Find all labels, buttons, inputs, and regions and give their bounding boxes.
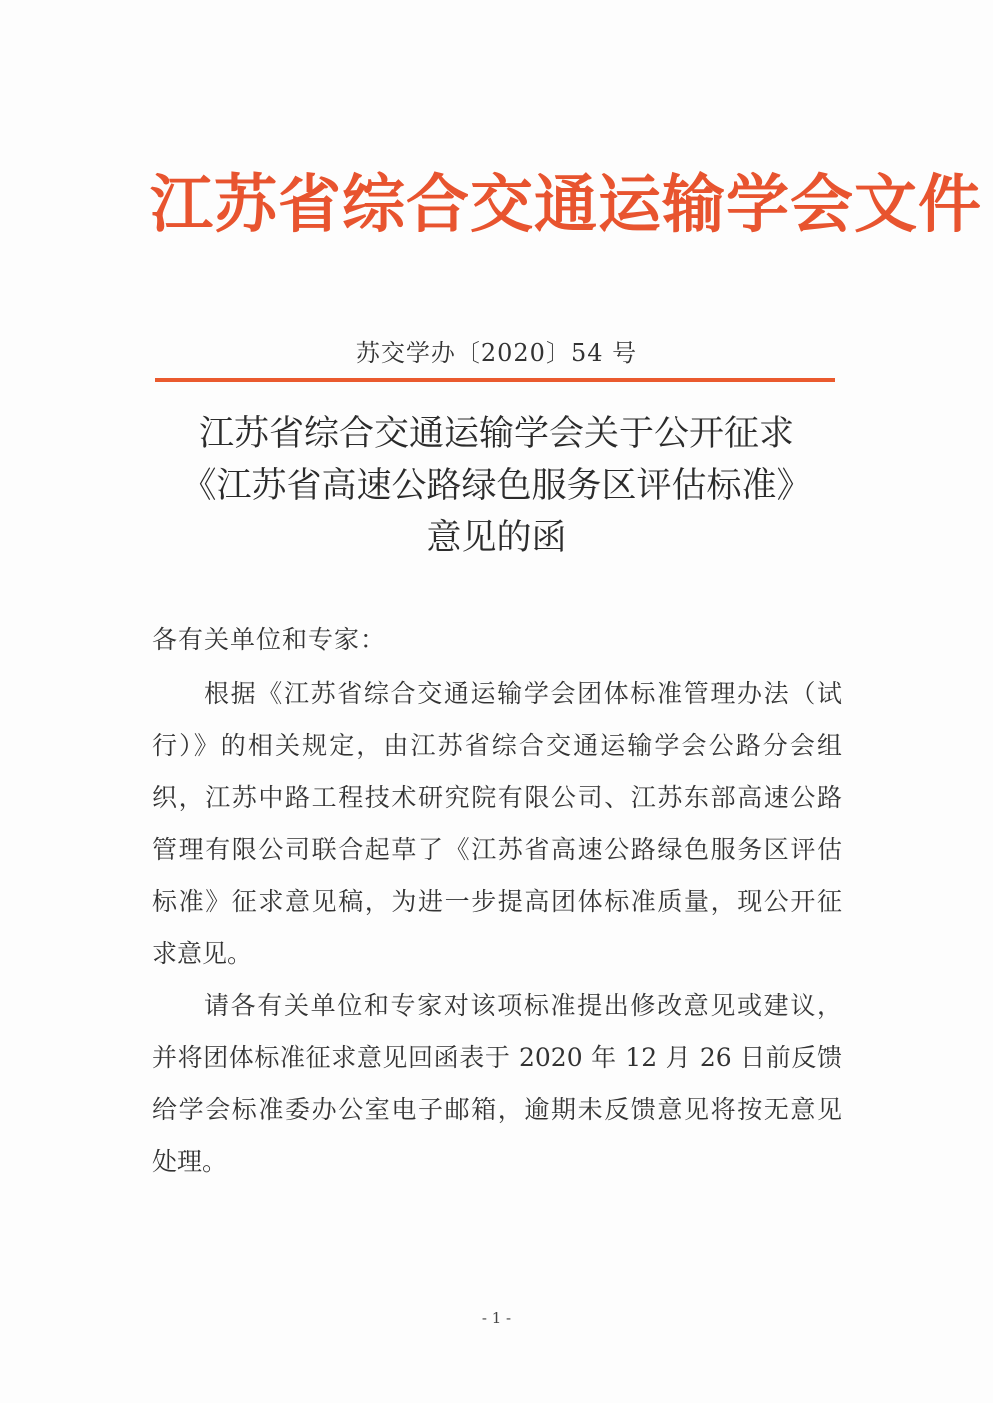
paragraph-1-line: 根据《江苏省综合交通运输学会团体标准管理办法（试 xyxy=(204,679,842,708)
document-title xyxy=(150,408,843,564)
paragraph-2-line: 给学会标准委办公室电子邮箱，逾期未反馈意见将按无意见 xyxy=(152,1095,842,1124)
paragraph-1-line: 织，江苏中路工程技术研究院有限公司、江苏东部高速公路 xyxy=(152,783,842,812)
organization-masthead: 江苏省综合交通运输学会文件 xyxy=(150,167,982,241)
paragraph-1-line: 标准》征求意见稿，为进一步提高团体标准质量，现公开征 xyxy=(152,887,842,916)
paragraph-2 xyxy=(152,980,842,1188)
page-number: - 1 - xyxy=(481,1309,512,1327)
document-number: 苏交学办〔2020〕54 号 xyxy=(355,339,638,367)
red-divider-rule xyxy=(155,378,835,382)
paragraph-2-line: 处理。 xyxy=(152,1147,228,1176)
paragraph-2-line: 并将团体标准征求意见回函表于 2020 年 12 月 26 日前反馈 xyxy=(152,1043,842,1072)
title-line-1: 江苏省综合交通运输学会关于公开征求 xyxy=(198,414,794,454)
title-line-3: 意见的函 xyxy=(426,518,567,558)
paragraph-1-line: 管理有限公司联合起草了《江苏省高速公路绿色服务区评估 xyxy=(152,835,842,864)
paragraph-1-line: 求意见。 xyxy=(152,939,253,968)
paragraph-1 xyxy=(152,668,842,980)
salutation: 各有关单位和专家： xyxy=(152,625,387,654)
paragraph-2-line: 请各有关单位和专家对该项标准提出修改意见或建议， xyxy=(204,991,842,1020)
paragraph-1-line: 行）》的相关规定，由江苏省综合交通运输学会公路分会组 xyxy=(152,731,842,760)
title-line-2: 《江苏省高速公路绿色服务区评估标准》 xyxy=(181,466,812,506)
